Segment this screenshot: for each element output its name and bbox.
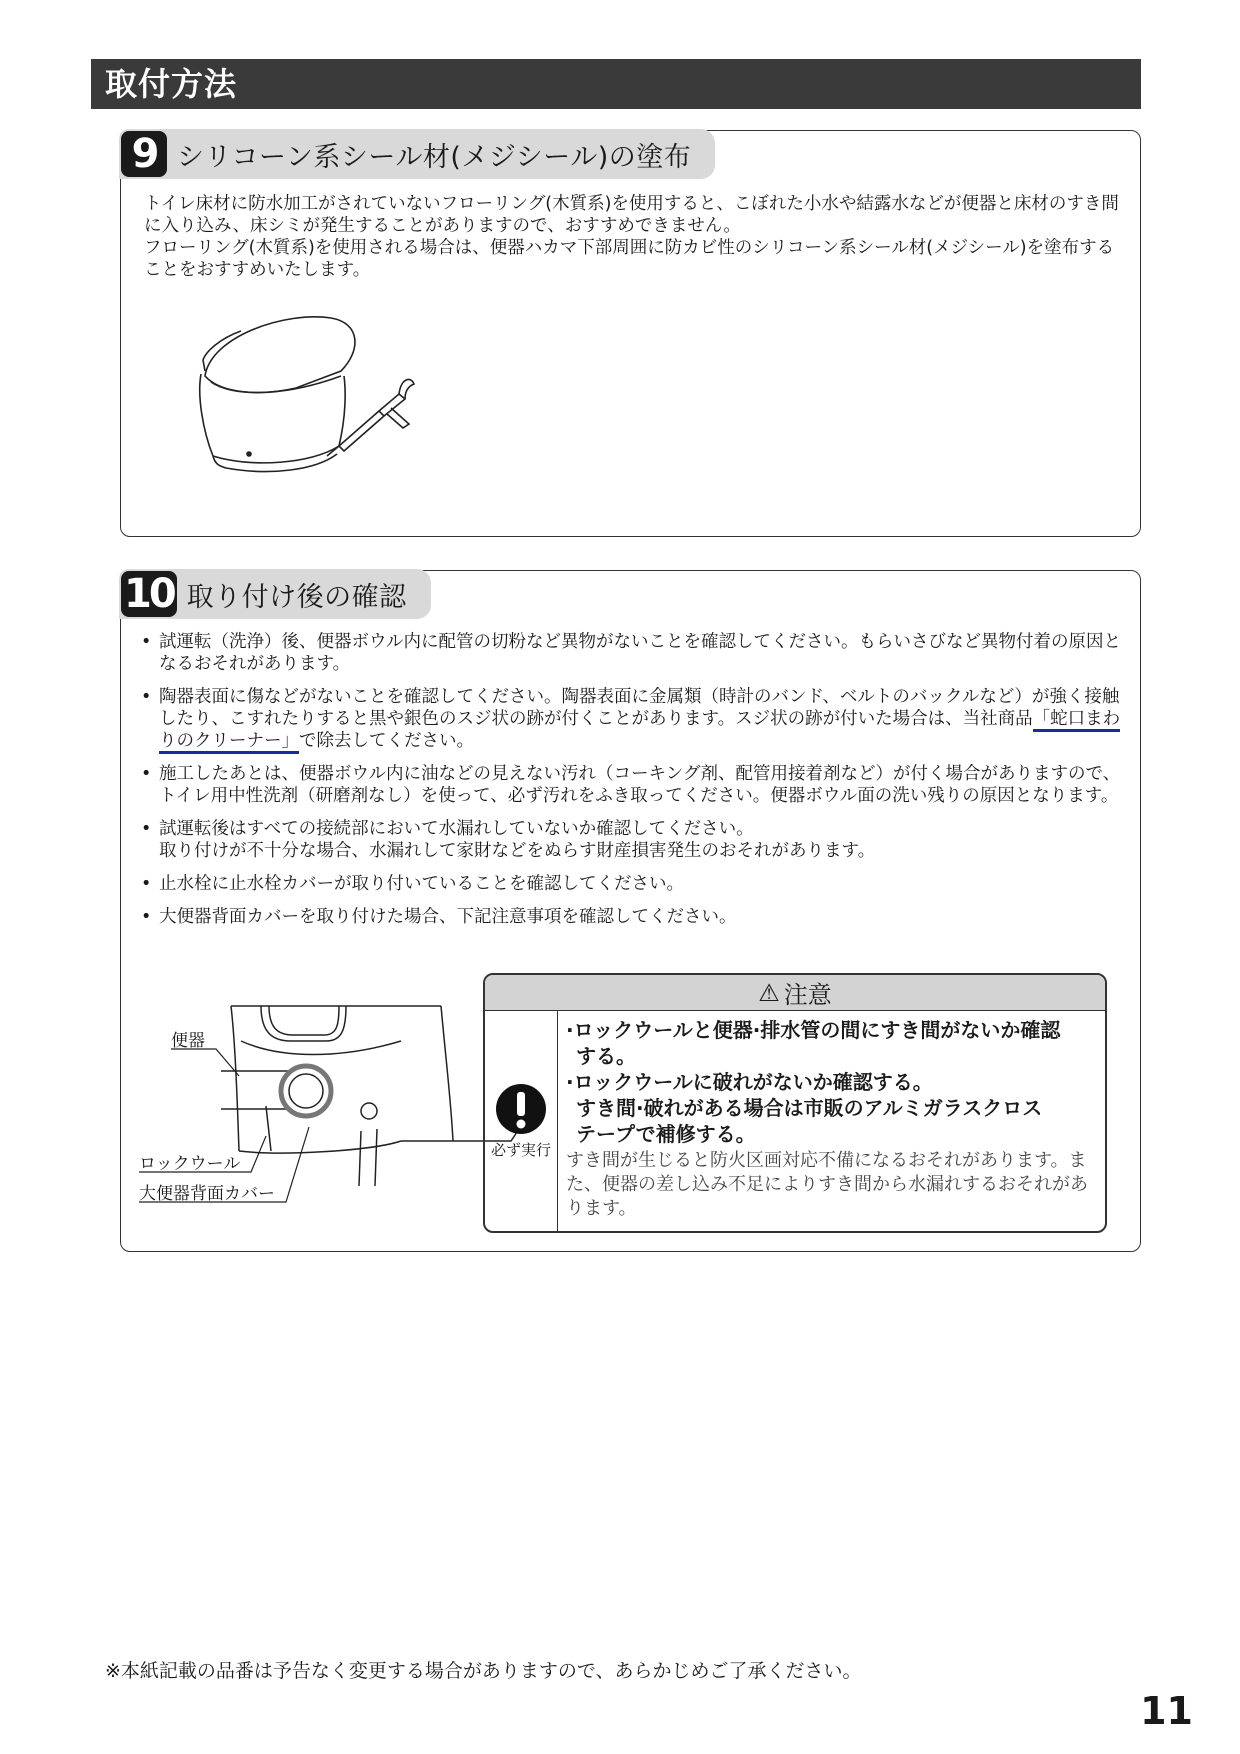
- list-item-text: で除去してください。: [299, 731, 474, 751]
- list-item: • 試運転（洗浄）後、便器ボウル内に配管の切粉など異物がないことを確認してください。もらいさびなど異物付着の原因となるおそれがあります。: [139, 631, 1129, 675]
- section-10-heading: [119, 569, 431, 619]
- toilet-lid-outline: [205, 317, 355, 393]
- footer-note: ※本紙記載の品番は予告なく変更する場合がありますので、あらかじめご了承ください。: [105, 1660, 862, 1682]
- list-item: • 大便器背面カバーを取り付けた場合、下記注意事項を確認してください。: [139, 906, 1129, 928]
- section-9-heading: [119, 129, 715, 179]
- caution-title: 注意: [783, 981, 832, 1009]
- section-10-number: 10: [121, 571, 177, 617]
- faucet-cleaner-link[interactable]: 「蛇口まわりのクリーナー」: [159, 709, 1120, 754]
- must-do-label: 必ず実行: [490, 1141, 551, 1159]
- diagram-label-rear-cover: 大便器背面カバー: [139, 1184, 275, 1204]
- list-item: • 止水栓に止水栓カバーが取り付いていることを確認してください。: [139, 873, 1129, 895]
- check-list: [139, 631, 1129, 939]
- caution-item-2: ·ロックウールに破れがないか確認する。: [566, 1070, 933, 1094]
- list-item-line: • 試運転後はすべての接続部において水漏れしていないか確認してください。: [159, 819, 754, 839]
- section-9: [120, 130, 1141, 537]
- section-9-title: シリコーン系シール材(メジシール)の塗布: [177, 141, 692, 173]
- section-10: [120, 570, 1141, 1252]
- caution-content: [558, 1011, 1105, 1232]
- caution-note: すき間が生じると防火区画対応不備になるおそれがあります。また、便器の差し込み不足によりすき間から水漏れするおそれがあります。: [566, 1150, 1088, 1219]
- caulking-gun: [327, 379, 414, 456]
- page-number: 11: [1140, 1689, 1193, 1733]
- mandatory-column: [485, 1011, 558, 1232]
- list-item: • 施工したあとは、便器ボウル内に油などの見えない汚れ（コーキング剤、配管用接着剤など）が付く場合がありますので、トイレ用中性洗剤（研磨剤なし）を使って、必ず汚れをふき取ってください。便器ボウル面の洗い残りの原因となります。: [139, 763, 1129, 807]
- mandatory-exclamation-icon: [495, 1083, 547, 1135]
- caution-box: [483, 973, 1107, 1233]
- caution-item-2-cont: すき間·破れがある場合は市販のアルミガラスクロス: [576, 1096, 1043, 1120]
- caution-header: [485, 975, 1105, 1011]
- list-item: [139, 818, 1129, 862]
- page-title: 取付方法: [91, 59, 1141, 109]
- warning-triangle-icon: ⚠: [758, 978, 780, 1007]
- section-9-number: 9: [121, 131, 167, 177]
- diagram-label-toilet: 便器: [171, 1031, 205, 1051]
- list-item-line: 取り付けが不十分な場合、水漏れして家財などをぬらす財産損害発生のおそれがあります。: [159, 841, 876, 861]
- caution-item-2-cont: テープで補修する。: [576, 1122, 756, 1146]
- list-item: [139, 686, 1129, 752]
- diagram-leader-lines: [121, 571, 122, 572]
- caution-item-1-cont: する。: [576, 1044, 636, 1068]
- section-9-paragraph-1: トイレ床材に防水加工がされていないフローリング(木質系)を使用すると、こぼれた小水や結露水などが便器と床材のすき間に入り込み、床シミが発生することがありますので、おすすめできません。: [144, 194, 1119, 236]
- caution-item-1: ·ロックウールと便器·排水管の間にすき間がないか確認: [566, 1018, 1061, 1042]
- list-item-text: 陶器表面に傷などがないことを確認してください。陶器表面に金属類（時計のバンド、ベルトのバックルなど）が強く接触したり、こすれたりすると黒や銀色のスジ状の跡が付くことがあります。スジ状の跡が付いた場合は、当社商品: [159, 687, 1120, 729]
- section-9-paragraph-2: フローリング(木質系)を使用される場合は、便器ハカマ下部周囲に防カビ性のシリコーン系シール材(メジシール)を塗布することをおすすめいたします。: [144, 238, 1115, 280]
- section-10-title: 取り付け後の確認: [186, 581, 407, 613]
- diagram-label-rockwool: ロックウール: [139, 1154, 241, 1174]
- toilet-sealant-illustration: [191, 296, 471, 516]
